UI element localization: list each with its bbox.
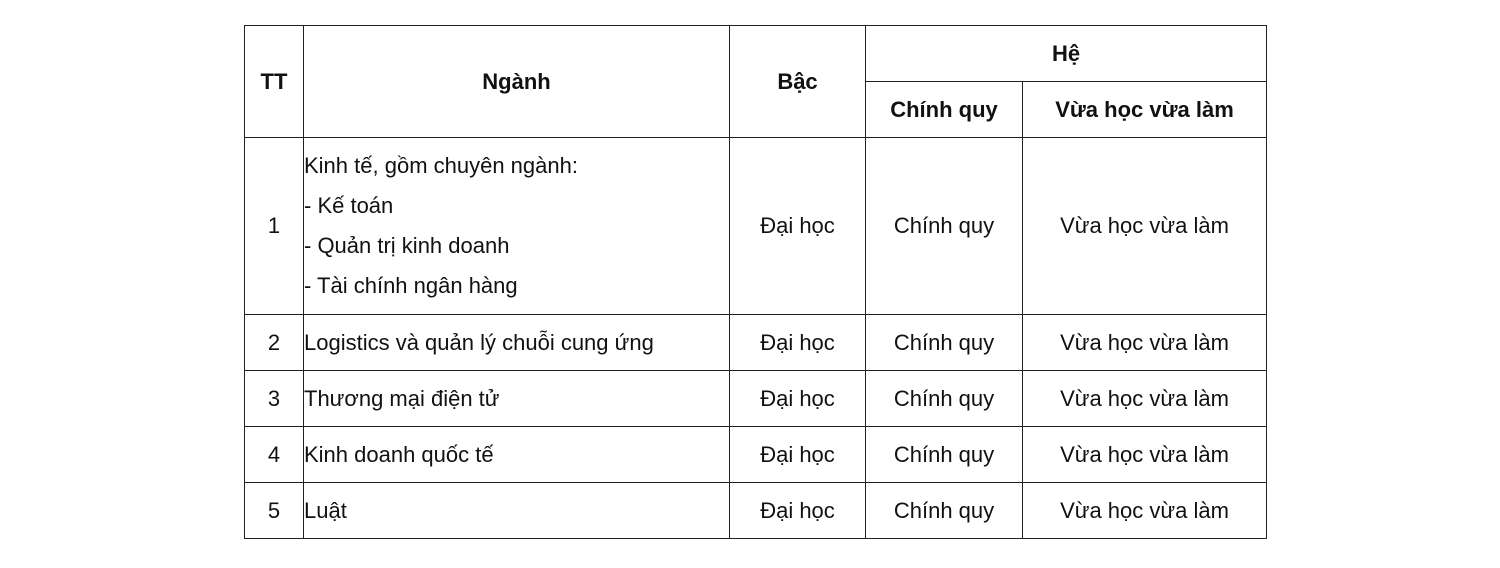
cell-vua-hoc-vua-lam: Vừa học vừa làm — [1023, 483, 1267, 539]
cell-bac: Đại học — [730, 138, 866, 315]
cell-nganh: Kinh doanh quốc tế — [304, 427, 730, 483]
table-row — [245, 371, 1267, 427]
nganh-line: - Quản trị kinh doanh — [304, 233, 510, 258]
table-row — [245, 315, 1267, 371]
cell-chinh-quy: Chính quy — [866, 315, 1023, 371]
cell-nganh: Thương mại điện tử — [304, 371, 730, 427]
cell-vua-hoc-vua-lam: Vừa học vừa làm — [1023, 371, 1267, 427]
cell-tt: 4 — [245, 427, 304, 483]
table-row — [245, 427, 1267, 483]
cell-chinh-quy: Chính quy — [866, 483, 1023, 539]
cell-tt: 2 — [245, 315, 304, 371]
cell-nganh: Luật — [304, 483, 730, 539]
nganh-line: Kinh tế, gồm chuyên ngành: — [304, 153, 578, 178]
cell-vua-hoc-vua-lam: Vừa học vừa làm — [1023, 138, 1267, 315]
cell-chinh-quy: Chính quy — [866, 138, 1023, 315]
header-vua-hoc-vua-lam: Vừa học vừa làm — [1023, 82, 1267, 138]
cell-bac: Đại học — [730, 427, 866, 483]
table-row — [245, 483, 1267, 539]
cell-nganh — [304, 138, 730, 315]
programs-table — [244, 25, 1267, 539]
cell-bac: Đại học — [730, 371, 866, 427]
header-chinh-quy: Chính quy — [866, 82, 1023, 138]
header-tt: TT — [245, 26, 304, 138]
header-bac: Bậc — [730, 26, 866, 138]
table-row — [245, 138, 1267, 315]
cell-tt: 3 — [245, 371, 304, 427]
nganh-line: - Tài chính ngân hàng — [304, 273, 518, 298]
cell-bac: Đại học — [730, 315, 866, 371]
cell-nganh: Logistics và quản lý chuỗi cung ứng — [304, 315, 730, 371]
cell-vua-hoc-vua-lam: Vừa học vừa làm — [1023, 315, 1267, 371]
cell-chinh-quy: Chính quy — [866, 371, 1023, 427]
nganh-line: - Kế toán — [304, 193, 394, 218]
cell-tt: 1 — [245, 138, 304, 315]
cell-bac: Đại học — [730, 483, 866, 539]
header-he: Hệ — [866, 26, 1267, 82]
cell-chinh-quy: Chính quy — [866, 427, 1023, 483]
header-nganh: Ngành — [304, 26, 730, 138]
header-row-top — [245, 26, 1267, 82]
cell-vua-hoc-vua-lam: Vừa học vừa làm — [1023, 427, 1267, 483]
cell-tt: 5 — [245, 483, 304, 539]
